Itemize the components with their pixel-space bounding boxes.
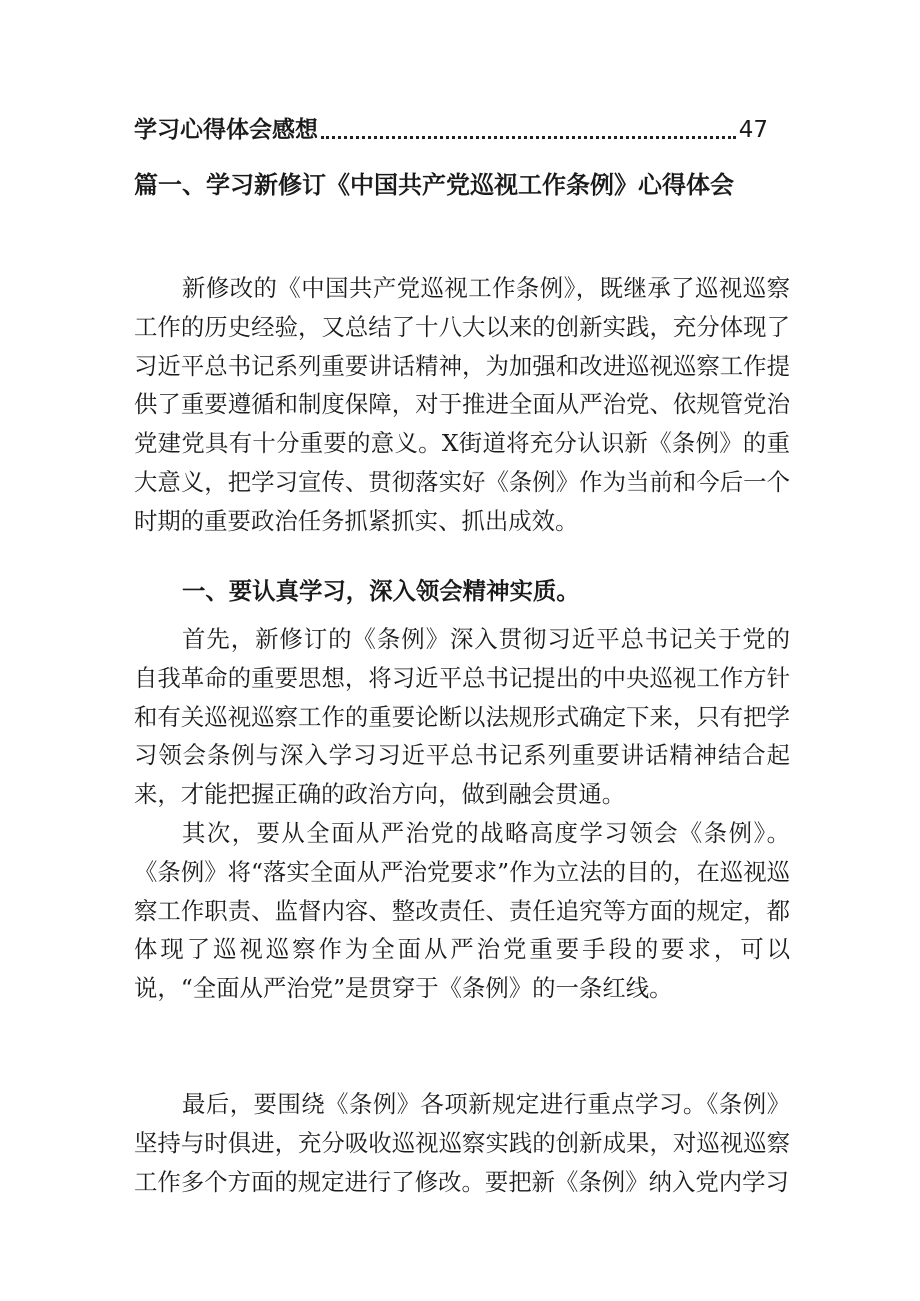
toc-entry[interactable]: [134, 112, 768, 148]
toc-entry-title: 学习心得体会感想: [134, 117, 318, 143]
body-paragraph-3: 其次，要从全面从严治党的战略高度学习领会《条例》。《条例》将“落实全面从严治党要求”作为立法的目的，在巡视巡察工作职责、监督内容、整改责任、责任追究等方面的规定，都体现了巡视巡察作为全面从严治党重要手段的要求，可以说，“全面从严治党”是贯穿于《条例》的一条红线。: [134, 819, 790, 1003]
section-heading-1: 一、要认真学习，深入领会精神实质。: [182, 577, 580, 605]
body-paragraph-1: 新修改的《中国共产党巡视工作条例》，既继承了巡视巡察工作的历史经验，又总结了十八大以来的创新实践，充分体现了习近平总书记系列重要讲话精神，为加强和改进巡视巡察工作提供了重要遵循和制度保障，对于推进全面从严治党、依规管党治党建党具有十分重要的意义。X街道将充分认识新《条例》的重大意义，把学习宣传、贯彻落实好《条例》作为当前和今后一个时期的重要政治任务抓紧抓实、抓出成效。: [134, 274, 790, 535]
body-paragraph-2: 首先，新修订的《条例》深入贯彻习近平总书记关于党的自我革命的重要思想，将习近平总书记提出的中央巡视工作方针和有关巡视巡察工作的重要论断以法规形式确定下来，只有把学习领会条例与深入学习习近平总书记系列重要讲话精神结合起来，才能把握正确的政治方向，做到融会贯通。: [134, 625, 790, 809]
body-paragraph-4: 最后，要围绕《条例》各项新规定进行重点学习。《条例》坚持与时俱进，充分吸收巡视巡察实践的创新成果，对巡视巡察工作多个方面的规定进行了修改。要把新《条例》纳入党内学习: [134, 1090, 790, 1196]
toc-entry-page-number: 47: [738, 117, 768, 143]
chapter-title: 篇一、学习新修订《中国共产党巡视工作条例》心得体会: [134, 171, 734, 199]
toc-leader-dots: [321, 136, 736, 139]
